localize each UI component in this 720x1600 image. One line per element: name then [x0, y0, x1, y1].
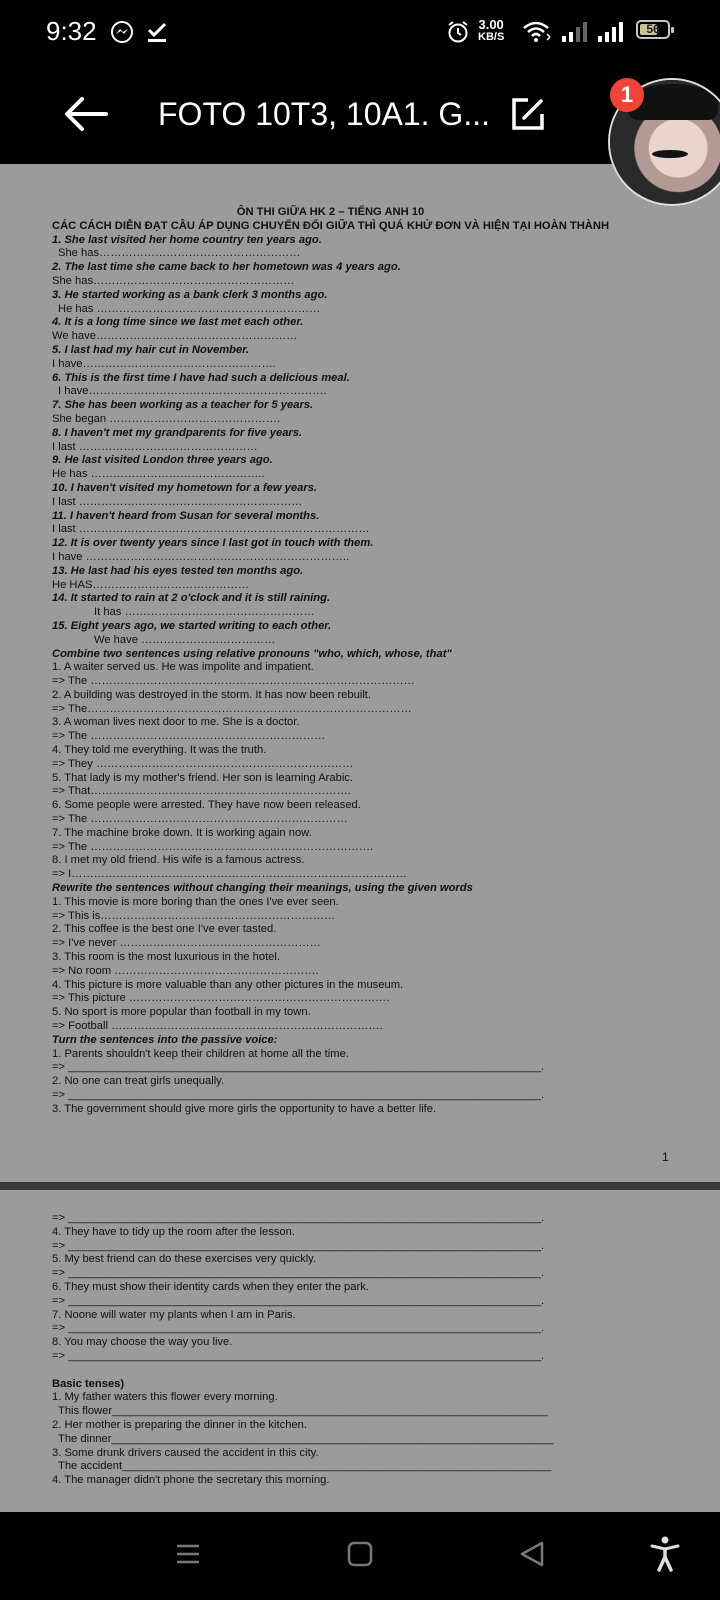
document-line: => The ………………………………………………………………….: [52, 840, 374, 853]
document-line: I last …………………………………………: [52, 440, 258, 453]
document-line: 7. Noone will water my plants when I am in Paris.: [52, 1308, 296, 1321]
document-line: 2. This coffee is the best one I've ever tasted.: [52, 923, 277, 936]
document-line: => The ………………………………………………………: [52, 730, 326, 743]
document-line: 2. The last time she came back to her hometown was 4 years ago.: [52, 261, 401, 274]
document-line: => I've never ………………………………………………: [52, 937, 321, 950]
document-line: We have………………………………………………: [52, 330, 298, 343]
back-arrow-icon[interactable]: [62, 94, 108, 134]
document-line: 15. Eight years ago, we started writing to each other.: [52, 619, 332, 632]
document-line: 4. It is a long time since we last met each other.: [52, 316, 304, 329]
document-line: => Football ……………………………………………………………….: [52, 1020, 383, 1033]
document-line: 2. No one can treat girls unequally.: [52, 1075, 225, 1088]
document-line: 2. A building was destroyed in the storm. It has now been rebuilt.: [52, 688, 372, 701]
page-2: [0, 1190, 720, 1512]
battery-level: 56: [646, 22, 660, 36]
document-line: 4. They have to tidy up the room after the lesson.: [52, 1225, 295, 1238]
status-bar: [0, 0, 720, 64]
document-line: 6. They must show their identity cards when they enter the park.: [52, 1280, 369, 1293]
document-line: 2. Her mother is preparing the dinner in the kitchen.: [52, 1418, 307, 1431]
document-line: => The ……………………………………………………………: [52, 813, 348, 826]
document-line: 5. That lady is my mother's friend. Her son is learning Arabic.: [52, 771, 354, 784]
page-1-text: [52, 206, 609, 1117]
document-line: Basic tenses): [52, 1377, 125, 1390]
accessibility-icon[interactable]: [650, 1536, 680, 1572]
alarm-icon: [446, 20, 470, 44]
document-line: We have ………………………………: [94, 633, 276, 646]
document-line: 11. I haven't heard from Susan for several months.: [52, 509, 320, 522]
document-line: => The……………………………………………………………………………: [52, 702, 412, 715]
document-line: [52, 1364, 553, 1378]
document-line: 5. No sport is more popular than football in my town.: [52, 1006, 311, 1019]
document-line: 3. He started working as a bank clerk 3 months ago.: [52, 288, 328, 301]
page-2-text: [52, 1212, 553, 1488]
document-line: 4. The manager didn't phone the secretary this morning.: [52, 1474, 330, 1487]
document-viewer[interactable]: [0, 164, 720, 1512]
recent-apps-icon[interactable]: [174, 1540, 202, 1568]
document-line: => ____________________________________________________________________________.: [52, 1239, 545, 1252]
edit-icon[interactable]: [510, 96, 546, 132]
document-line: 8. I met my old friend. His wife is a famous actress.: [52, 854, 305, 867]
status-time: 9:32: [46, 16, 97, 46]
document-line: => ____________________________________________________________________________.: [52, 1349, 545, 1362]
document-line: 7. The machine broke down. It is working again now.: [52, 826, 312, 839]
network-speed: [478, 18, 504, 44]
document-line: => ____________________________________________________________________________.: [52, 1061, 545, 1074]
document-line: => ____________________________________________________________________________.: [52, 1089, 545, 1101]
signal-icon: [560, 20, 590, 44]
document-line: I last ……………………………………………………: [52, 495, 303, 508]
document-line: 4. This picture is more valuable than any other pictures in the museum.: [52, 978, 404, 991]
document-line: => No room ……………………………………………….: [52, 964, 319, 977]
network-speed-unit: KB/S: [478, 31, 505, 43]
navigation-bar: [0, 1512, 720, 1600]
document-line: 6. Some people were arrested. They have now been released.: [52, 799, 361, 812]
document-line: 4. They told me everything. It was the truth.: [52, 744, 267, 757]
download-done-icon: [146, 20, 168, 44]
document-line: CÁC CÁCH DIỄN ĐẠT CÂU ÁP DỤNG CHUYỂN ĐỔI GIỮA THÌ QUÁ KHỨ ĐƠN VÀ HIỆN TẠI HOÀN THÀNH: [52, 219, 610, 232]
messenger-icon: [110, 20, 134, 44]
document-line: => ____________________________________________________________________________.: [52, 1212, 545, 1224]
wifi-icon: [522, 20, 552, 44]
document-line: I have ……………………………………………………………..: [52, 550, 350, 563]
document-line: He has ……………………………………………………: [58, 302, 321, 315]
document-line: The dinner_______________________________________________________________________: [58, 1432, 554, 1445]
document-line: The accident_____________________________________________________________________: [58, 1460, 552, 1473]
document-line: => They ……………………………………………………………: [52, 757, 354, 770]
document-line: She began ……………………………………….: [52, 412, 281, 425]
document-line: Rewrite the sentences without changing their meanings, using the given words: [52, 882, 473, 895]
document-line: ÔN THI GIỮA HK 2 – TIẾNG ANH 10: [236, 206, 425, 218]
document-line: 3. This room is the most luxurious in the hotel.: [52, 951, 280, 964]
document-line: 8. I haven't met my grandparents for five years.: [52, 426, 303, 439]
document-line: 6. This is the first time I have had such a delicious meal.: [52, 371, 350, 384]
document-line: I last ……………………………………………………………………: [52, 523, 370, 536]
document-line: 5. I last had my hair cut in November.: [52, 343, 250, 356]
document-line: => This is………………………………………………………: [52, 909, 336, 922]
home-icon[interactable]: [346, 1540, 374, 1568]
document-line: 1. She last visited her home country ten years ago.: [52, 233, 322, 246]
document-line: => The ……………………………………………………………………………: [52, 675, 415, 688]
signal-icon: [596, 20, 626, 44]
page-divider: [0, 1182, 720, 1190]
document-line: 3. A woman lives next door to me. She is a doctor.: [52, 716, 300, 729]
document-line: 1. This movie is more boring than the ones I've ever seen.: [52, 895, 339, 908]
document-line: => ____________________________________________________________________________.: [52, 1294, 545, 1307]
document-line: She has………………………………………………: [58, 247, 301, 260]
battery-indicator: [636, 20, 670, 39]
document-line: => That…………………………………………………………….: [52, 785, 351, 798]
document-line: I have…………………………………………….: [52, 357, 276, 370]
document-line: She has………………………………………………: [52, 274, 295, 287]
document-line: 14. It started to rain at 2 o'clock and it is still raining.: [52, 592, 331, 605]
document-line: => ____________________________________________________________________________.: [52, 1267, 545, 1280]
document-line: 12. It is over twenty years since I last got in touch with them.: [52, 537, 374, 550]
document-line: 1. My father waters this flower every morning.: [52, 1391, 278, 1404]
document-line: 13. He last had his eyes tested ten months ago.: [52, 564, 304, 577]
document-line: 10. I haven't visited my hometown for a few years.: [52, 481, 318, 494]
notification-badge: 1: [610, 78, 644, 112]
document-line: => I………………………………………………………………………………: [52, 868, 407, 881]
document-line: 5. My best friend can do these exercises very quickly.: [52, 1253, 317, 1266]
document-line: 1. A waiter served us. He was impolite and impatient.: [52, 661, 314, 674]
document-line: 9. He last visited London three years ago.: [52, 454, 273, 467]
network-speed-value: 3.00: [478, 17, 504, 32]
page-number: 1: [662, 1150, 669, 1164]
document-line: 1. Parents shouldn't keep their children at home all the time.: [52, 1047, 349, 1060]
page-1: [0, 164, 720, 1182]
document-line: 3. The government should give more girls the opportunity to have a better life.: [52, 1102, 437, 1115]
document-line: He has ………………………………………..: [52, 468, 265, 481]
document-line: => ____________________________________________________________________________.: [52, 1322, 545, 1335]
document-line: Turn the sentences into the passive voice:: [52, 1033, 278, 1046]
document-line: I have……………………………………………………….: [58, 385, 327, 398]
document-line: => This picture …………………………………………………………….: [52, 992, 390, 1005]
document-line: 8. You may choose the way you live.: [52, 1336, 233, 1349]
document-line: 3. Some drunk drivers caused the accident in this city.: [52, 1446, 319, 1459]
nav-back-icon[interactable]: [518, 1540, 546, 1568]
document-line: 7. She has been working as a teacher for 5 years.: [52, 399, 314, 412]
document-line: It has ……………………………………………: [94, 606, 315, 619]
document-line: He HAS……………………………………: [52, 578, 250, 591]
document-title: FOTO 10T3, 10A1. G...: [158, 96, 490, 132]
document-line: Combine two sentences using relative pronouns "who, which, whose, that": [52, 647, 452, 660]
document-line: This flower______________________________________________________________________: [58, 1405, 548, 1418]
